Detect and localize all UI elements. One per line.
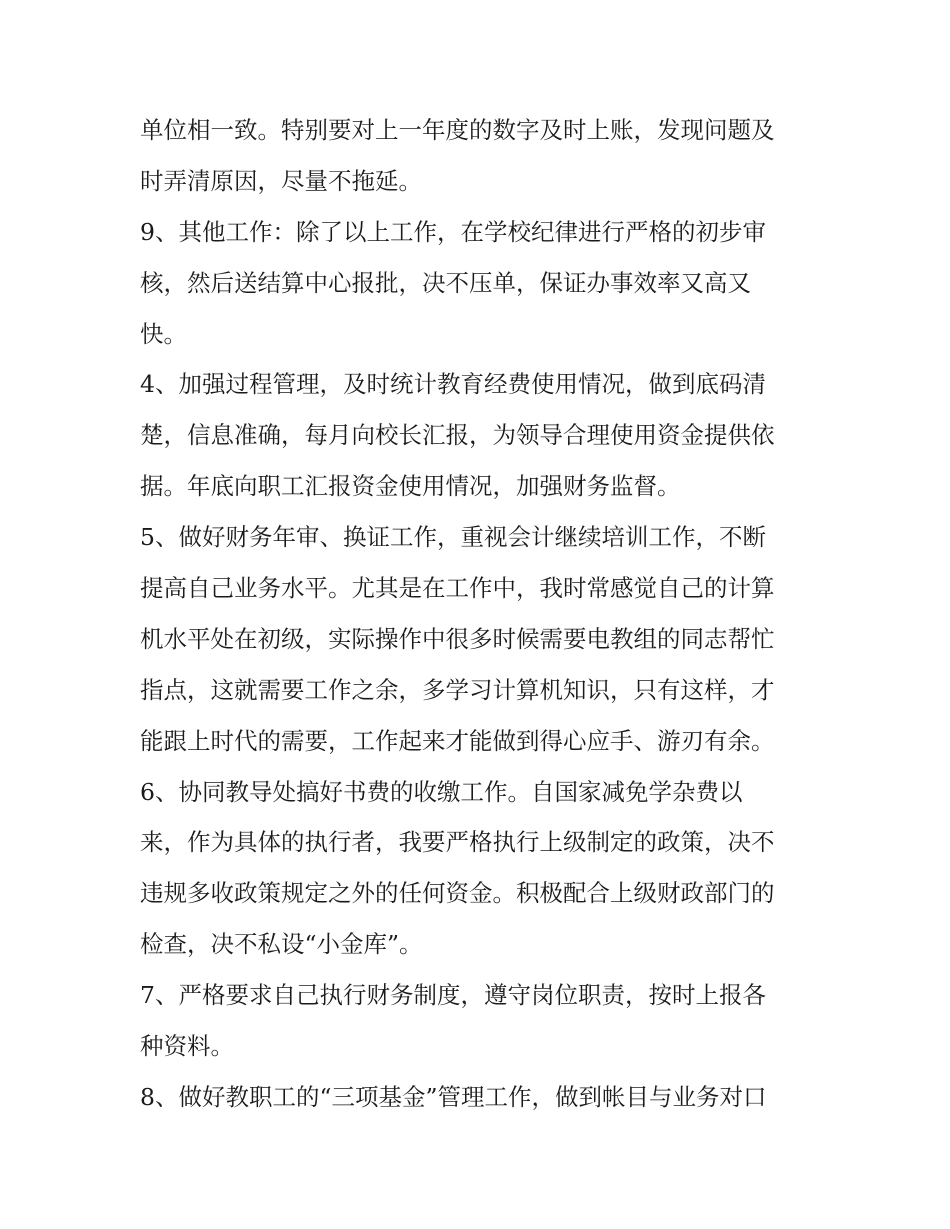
text-line: 能跟上时代的需要，工作起来才能做到得心应手、游刃有余。	[140, 726, 775, 755]
text-line: 指点，这就需要工作之余，多学习计算机知识，只有这样，才	[140, 675, 775, 704]
text-line: 单位相一致。特别要对上一年度的数字及时上账，发现问题及	[140, 116, 775, 144]
text-line: 提高自己业务水平。尤其是在工作中，我时常感觉自己的计算	[140, 574, 775, 603]
document-body	[140, 105, 840, 1123]
text-line: 种资料。	[140, 1032, 234, 1061]
text-line: 7、严格要求自己执行财务制度，遵守岗位职责，按时上报各	[140, 981, 766, 1010]
text-line: 6、协同教导处搞好书费的收缴工作。自国家减免学杂费以	[140, 777, 743, 806]
text-line: 5、做好财务年审、换证工作，重视会计继续培训工作，不断	[140, 523, 766, 552]
text-line: 时弄清原因，尽量不拖延。	[140, 166, 422, 195]
text-line: 8、做好教职工的“三项基金”管理工作，做到帐目与业务对口	[140, 1082, 767, 1111]
text-line: 据。年底向职工汇报资金使用情况，加强财务监督。	[140, 472, 681, 501]
text-line: 违规多收政策规定之外的任何资金。积极配合上级财政部门的	[140, 879, 775, 908]
text-line: 核，然后送结算中心报批，决不压单，保证办事效率又高又	[140, 268, 751, 297]
text-line: 检查，决不私设“小金库”。	[140, 930, 423, 959]
text-line: 9、其他工作：除了以上工作，在学校纪律进行严格的初步审	[140, 217, 766, 246]
text-line: 快。	[140, 319, 187, 348]
text-line: 4、加强过程管理，及时统计教育经费使用情况，做到底码清	[140, 370, 766, 399]
text-line: 机水平处在初级，实际操作中很多时候需要电教组的同志帮忙	[140, 624, 775, 653]
text-line: 来，作为具体的执行者，我要严格执行上级制定的政策，决不	[140, 828, 775, 857]
text-line: 楚，信息准确，每月向校长汇报，为领导合理使用资金提供依	[140, 421, 775, 450]
